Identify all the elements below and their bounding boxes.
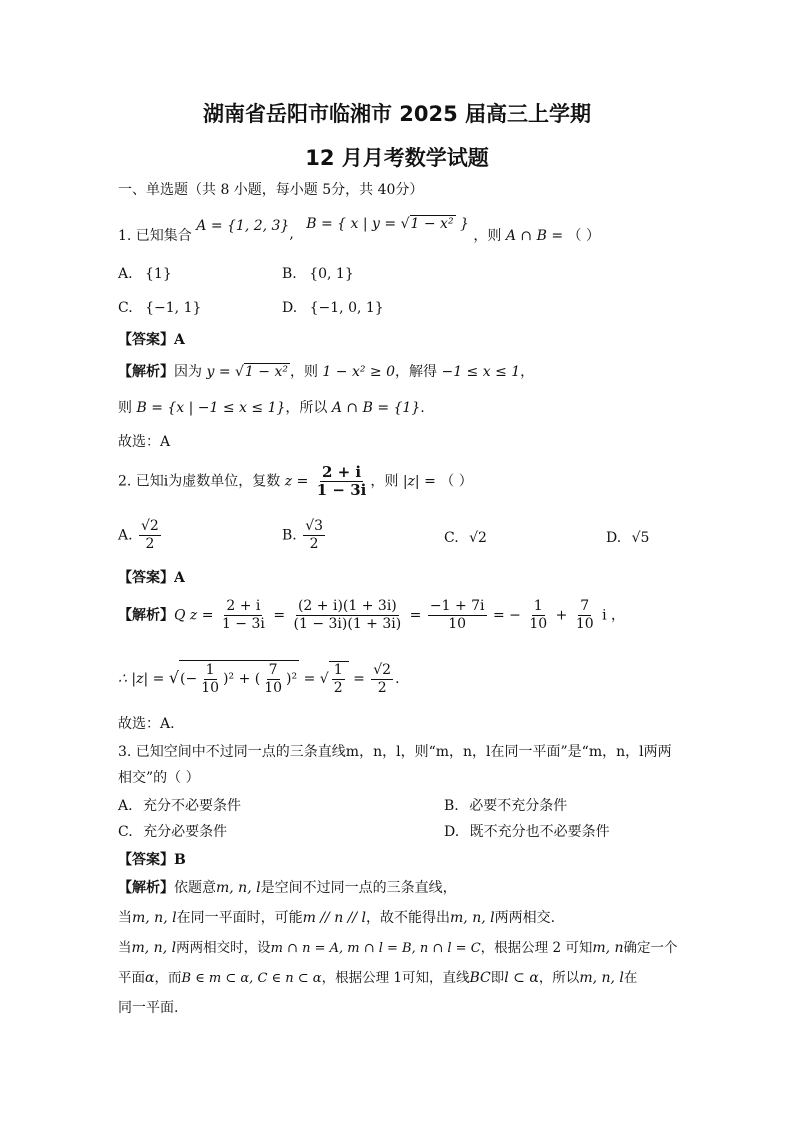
q3-l4-math-3: BC (469, 970, 491, 986)
q2-a2-frac-4 (371, 662, 393, 697)
q3-l3-text-c: ，根据公理 2 可知 (480, 940, 593, 956)
title-line-2: 12 月月考数学试题 (305, 146, 489, 170)
q1-stem (118, 216, 600, 246)
q3-l3-text-b: 两两相交时，设 (176, 940, 271, 956)
q1-a1-text-a: 因为 (174, 364, 202, 380)
q1-stem-prefix: 1. 已知集合 (118, 228, 192, 244)
q1-set-b-radicand: 1 − x² (410, 216, 454, 232)
q2-option-a (118, 518, 163, 553)
q2-option-a-num: √2 (141, 518, 159, 534)
q1-option-a-value: {1} (145, 266, 172, 282)
q2-option-b-fraction (303, 518, 325, 553)
q2-a2-frac-1-den: 10 (201, 679, 220, 696)
q1-a2-math-2: A ∩ B = {1} (331, 400, 421, 416)
q3-option-b-value: 必要不充分条件 (469, 798, 568, 814)
q3-analysis-line-1 (118, 878, 457, 898)
q3-option-d (444, 822, 610, 842)
q2-a1-frac-1-num: 2 + i (226, 598, 261, 614)
q3-option-d-value: 既不充分也不必要条件 (469, 824, 610, 840)
q3-option-d-label: D. (444, 824, 460, 840)
q3-option-c (118, 822, 227, 842)
q2-stem (118, 464, 473, 499)
q2-option-a-fraction (139, 518, 161, 553)
q1-a2-math-1: B = {x | −1 ≤ x ≤ 1} (136, 400, 286, 416)
q3-option-a-value: 充分不必要条件 (143, 798, 242, 814)
q1-answer: 【答案】A (118, 332, 185, 348)
q3-analysis-line-3 (118, 938, 678, 959)
q3-l4-math-5: m, n, l (579, 970, 624, 986)
q2-a2-frac-3 (332, 662, 345, 697)
q2-conclusion: 故选：A. (118, 716, 175, 732)
q3-l2-text-d: 两两相交. (494, 910, 556, 926)
q2-a1-eq-2: = (409, 607, 422, 624)
q2-option-c (444, 528, 487, 548)
q3-analysis-line-4 (118, 968, 637, 989)
q1-option-b (282, 264, 354, 284)
q1-conclusion: 故选：A (118, 434, 171, 450)
q2-a2-sqrt-2 (329, 661, 349, 697)
q2-abs: |z| = (402, 473, 436, 490)
q2-a2-frac-1 (199, 662, 221, 697)
q2-a2-frac-4-num: √2 (373, 661, 392, 678)
q3-l4-text-e: ，所以 (538, 970, 580, 986)
q1-set-b-expr: y = (372, 216, 397, 232)
section-heading: 一、单选题（共 8 小题，每小题 5分，共 40分） (118, 182, 424, 198)
q2-a2-eq-1: = (303, 671, 316, 687)
q1-option-b-label: B. (282, 266, 297, 282)
q3-stem-line-2: 相交”的（ ） (118, 770, 200, 786)
q2-a2-frac-3-den: 2 (333, 679, 343, 696)
q3-l3-math-3: m, n (592, 940, 624, 956)
q2-a2-radicand (179, 660, 299, 697)
q2-a1-frac-1-den: 1 − 3i (221, 616, 265, 632)
q2-a2-frac-4-den: 2 (377, 679, 387, 696)
q3-l4-text-d: 即 (490, 970, 505, 986)
q2-a1-eq-1: = (273, 607, 286, 624)
q1-a2-text-b: ，所以 (285, 400, 328, 416)
q3-l3-text-d: 确定一个 (623, 940, 678, 956)
q3-l2-math-1: m, n, l (132, 910, 177, 926)
q1-option-d (282, 298, 384, 318)
q2-a1-frac-2-den: (1 − 3i)(1 + 3i) (293, 616, 402, 632)
q3-l4-math-2: B ∈ m ⊂ α, C ∈ n ⊂ α (181, 971, 322, 986)
q1-set-b-left: B = { x | (306, 216, 368, 232)
q3-analysis-label: 【解析】 (118, 880, 174, 896)
q3-l4-text-f: 在 (623, 970, 638, 986)
q2-a2-frac-2-num: 7 (268, 661, 278, 678)
q2-a1-frac-4 (527, 598, 549, 633)
q2-a1-frac-5 (574, 598, 596, 633)
q2-option-d-value: √5 (631, 530, 650, 546)
q3-option-b-label: B. (444, 798, 459, 814)
q3-option-c-value: 充分必要条件 (143, 824, 228, 840)
q2-analysis-line-2 (118, 660, 400, 697)
q1-sqrt-sign: √ (400, 216, 410, 232)
q3-l1-math: m, n, l (216, 880, 261, 896)
q3-l3-math-2: m ∩ n = A, m ∩ l = B, n ∩ l = C (270, 941, 481, 956)
q1-stem-mid: ，则 (473, 228, 502, 244)
q2-a2-frac-3-num: 1 (333, 661, 343, 678)
q2-a1-end: i ， (602, 607, 626, 624)
q1-a1-sqrt-sign: √ (235, 364, 244, 380)
q1-set-a: A = {1, 2, 3} (196, 218, 290, 234)
q1-analysis-label: 【解析】 (118, 364, 174, 380)
q1-option-d-value: {−1, 0, 1} (309, 300, 384, 316)
q1-a1-math-1: y = (206, 364, 231, 380)
q1-option-c (118, 298, 201, 318)
q2-option-a-den: 2 (145, 536, 155, 552)
q2-z-eq: z = (284, 473, 309, 490)
q2-a1-frac-1 (220, 598, 267, 633)
q2-stem-end: （ ） (440, 473, 473, 490)
q2-a1-frac-4-num: 1 (533, 598, 543, 614)
q2-a1-start: Q z = (174, 607, 214, 624)
q2-a2-frac-2 (262, 662, 284, 697)
q2-option-a-label: A. (118, 527, 133, 544)
q1-option-a (118, 264, 172, 284)
q2-a1-frac-3-den: 10 (448, 616, 467, 632)
q1-option-c-label: C. (118, 300, 133, 316)
q2-a2-frac-2-den: 10 (264, 679, 283, 696)
q3-l3-math-1: m, n, l (131, 940, 177, 956)
q2-a2-rad-a: (− (180, 671, 198, 687)
q2-option-d-label: D. (606, 530, 622, 546)
q3-l3-text-a: 当 (118, 940, 132, 956)
q1-set-b (306, 216, 473, 232)
q2-answer: 【答案】A (118, 570, 185, 586)
q3-l4-math-4: l ⊂ α (504, 970, 539, 986)
q3-l4-text-c: ，根据公理 1可知，直线 (321, 970, 470, 986)
q2-option-b (282, 518, 327, 553)
q1-a1-text-b: ，则 (289, 364, 318, 380)
q2-a2-sqrt-sign: √ (168, 668, 180, 687)
q2-fraction (315, 464, 369, 499)
q1-option-d-label: D. (282, 300, 298, 316)
q2-fraction-den: 1 − 3i (316, 481, 367, 499)
q2-analysis-line-1 (118, 598, 625, 633)
q3-l2-text-b: 在同一平面时，可能 (176, 910, 303, 926)
title-line-1: 湖南省岳阳市临湘市 2025 届高三上学期 (202, 102, 592, 126)
q2-option-b-den: 2 (309, 536, 319, 552)
q2-option-c-label: C. (444, 530, 459, 546)
q2-option-b-num: √3 (305, 518, 324, 534)
q3-l2-math-2: m // n // l (302, 910, 367, 926)
q1-intersection: A ∩ B = (505, 228, 564, 244)
q1-a1-math-3: −1 ≤ x ≤ 1 (441, 364, 521, 380)
q3-l4-text-a: 平面 (118, 970, 145, 986)
q2-a2-start: ∴ |z| = (118, 671, 165, 687)
q1-a1-text-d: ， (520, 364, 535, 380)
q2-a1-frac-3 (428, 598, 487, 633)
q2-a1-frac-5-num: 7 (580, 598, 590, 614)
q3-option-b (444, 796, 567, 816)
q1-stem-end: （ ） (567, 228, 600, 244)
q1-a2-text-a: 则 (118, 400, 132, 416)
q3-l4-math-1: α (145, 970, 155, 986)
q2-a1-frac-5-den: 10 (575, 616, 594, 632)
q3-l2-text-c: ，故不能得出 (366, 910, 451, 926)
q2-analysis-label: 【解析】 (118, 607, 174, 624)
q1-a1-math-2: 1 − x² ≥ 0 (322, 364, 396, 380)
q2-a2-rad-b: )² + ( (223, 671, 261, 687)
q3-option-c-label: C. (118, 824, 133, 840)
q2-a1-frac-2-num: (2 + i)(1 + 3i) (297, 598, 397, 614)
q1-a2-text-c: . (420, 400, 425, 416)
q3-option-a (118, 796, 241, 816)
q3-l2-math-3: m, n, l (450, 910, 495, 926)
q3-stem-line-1: 3. 已知空间中不过同一点的三条直线m，n，l，则“m，n，l在同一平面”是“m，n，l两两 (118, 744, 672, 760)
q2-a1-frac-2 (292, 598, 404, 633)
q3-answer: 【答案】B (118, 852, 186, 868)
q3-analysis-line-5: 同一平面. (118, 1000, 179, 1016)
q2-a2-end: . (395, 671, 400, 687)
q1-option-c-value: {−1, 1} (145, 300, 202, 316)
q3-l4-text-b: ，而 (154, 970, 182, 986)
q2-a2-eq-2: = (353, 671, 365, 687)
q2-a1-frac-4-den: 10 (529, 616, 548, 632)
q2-a1-eq-3: = − (492, 607, 521, 624)
q2-a1-frac-3-num: −1 + 7i (429, 598, 485, 614)
q2-option-b-label: B. (282, 527, 297, 544)
q1-a1-text-c: ，解得 (395, 364, 438, 380)
q2-option-c-value: √2 (469, 530, 487, 546)
q2-a2-rad-c: )² (286, 671, 298, 687)
q2-a1-plus: + (555, 607, 568, 624)
q1-set-b-right: } (460, 216, 469, 232)
q1-a1-radicand: 1 − x² (244, 364, 288, 380)
q2-stem-prefix: 2. 已知i为虚数单位，复数 (118, 473, 281, 490)
q2-a2-sqrt-sign-2: √ (319, 671, 329, 687)
q3-option-a-label: A. (118, 798, 133, 814)
q2-option-d (606, 528, 649, 548)
q1-option-a-label: A. (118, 266, 133, 282)
q1-analysis-line-1 (118, 362, 534, 382)
q2-stem-mid: ，则 (370, 473, 399, 490)
q1-comma: , (289, 226, 294, 242)
q3-l1-text-a: 依题意 (174, 880, 216, 896)
q1-option-b-value: {0, 1} (309, 266, 354, 282)
q3-l1-text-b: 是空间不过同一点的三条直线， (260, 880, 457, 896)
q3-l2-text-a: 当 (118, 910, 132, 926)
q3-analysis-line-2 (118, 908, 555, 928)
q2-a2-frac-1-num: 1 (205, 661, 215, 678)
q1-analysis-line-2 (118, 398, 425, 418)
q2-fraction-num: 2 + i (321, 463, 362, 481)
